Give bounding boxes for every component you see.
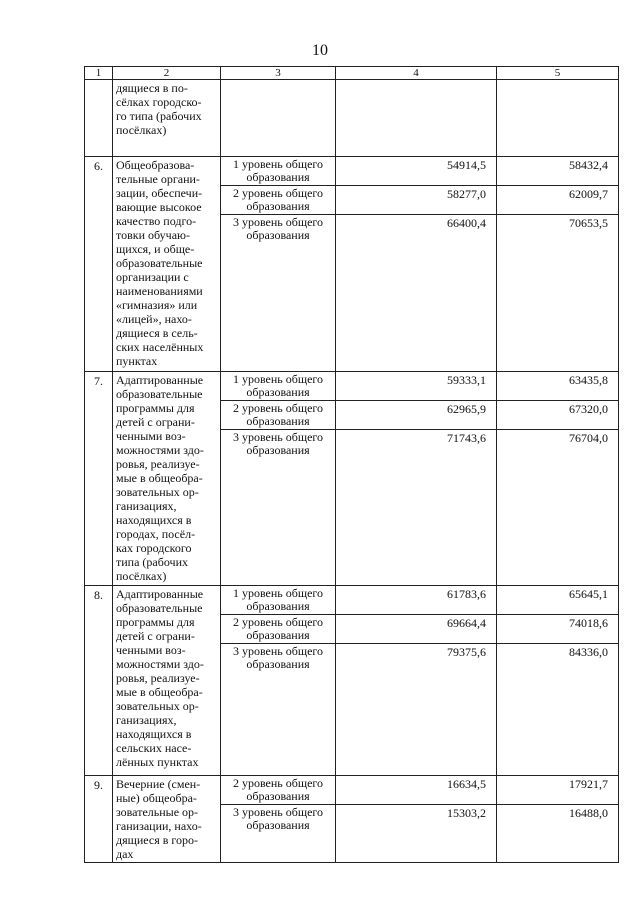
education-level xyxy=(221,401,335,430)
education-level-cell xyxy=(221,157,336,372)
education-level-line: образования xyxy=(246,414,310,428)
description-line: посёлках) xyxy=(116,569,167,583)
description-line: щихся, и обще- xyxy=(116,242,195,256)
description-line: дящиеся в горо- xyxy=(116,833,199,847)
education-level xyxy=(221,430,335,579)
funding-table xyxy=(84,66,619,863)
header-col-4: 4 xyxy=(336,67,497,80)
education-level xyxy=(221,186,335,215)
value-col-4: 54914,5 xyxy=(336,157,496,186)
education-level xyxy=(221,372,335,401)
description-line: зовательные ор- xyxy=(116,805,199,819)
description-line: ганизациях, xyxy=(116,713,177,727)
organization-description xyxy=(113,372,221,586)
description-line: ских населённых xyxy=(116,340,204,354)
description-line: Общеобразова- xyxy=(116,158,195,172)
description-line: программы для xyxy=(116,615,195,629)
education-level-line: 1 уровень общего xyxy=(232,586,324,600)
continuation-description xyxy=(113,80,221,157)
description-line: ровья, реализуе- xyxy=(116,457,200,471)
description-line: «лицей», нахо- xyxy=(116,312,192,326)
organization-description xyxy=(113,776,221,863)
description-line: посёлках) xyxy=(116,123,167,137)
value-col-4-cell xyxy=(336,372,497,586)
education-level-line: образования xyxy=(246,599,310,613)
row-number: 7. xyxy=(85,372,113,586)
description-line: ганизации, нахо- xyxy=(116,819,202,833)
row-number: 9. xyxy=(85,776,113,863)
education-level xyxy=(221,586,335,615)
description-line: дящиеся в по- xyxy=(116,81,188,95)
row-number: 6. xyxy=(85,157,113,372)
description-line: зации, обеспечи- xyxy=(116,186,203,200)
education-level-line: образования xyxy=(246,443,310,457)
education-level-line: 3 уровень общего xyxy=(232,644,324,658)
description-line: городах, посёл- xyxy=(116,527,196,541)
continuation-value-4-cell xyxy=(336,80,497,157)
description-line: находящихся в xyxy=(116,727,192,741)
description-line: товки обучаю- xyxy=(116,228,190,242)
table-row xyxy=(85,372,619,586)
education-level-line: 2 уровень общего xyxy=(232,186,324,200)
description-line: образовательные xyxy=(116,387,203,401)
value-col-4-cell xyxy=(336,157,497,372)
header-col-5: 5 xyxy=(497,67,619,80)
table-row xyxy=(85,776,619,863)
value-col-5: 16488,0 xyxy=(569,806,608,820)
description-line: «гимназия» или xyxy=(116,298,198,312)
value-col-5: 84336,0 xyxy=(569,645,608,659)
description-line: дах xyxy=(116,847,134,861)
value-col-5: 17921,7 xyxy=(497,776,618,805)
education-level-line: образования xyxy=(246,657,310,671)
value-col-5: 76704,0 xyxy=(569,431,608,445)
education-level-line: 2 уровень общего xyxy=(232,615,324,629)
description-line: зовательных ор- xyxy=(116,485,199,499)
value-col-4: 69664,4 xyxy=(336,615,496,644)
description-line: находящихся в xyxy=(116,513,192,527)
organization-description xyxy=(113,157,221,372)
education-level-line: 3 уровень общего xyxy=(232,215,324,229)
education-level-cell xyxy=(221,372,336,586)
value-col-4: 79375,6 xyxy=(447,645,486,659)
continuation-value-5-cell xyxy=(497,80,619,157)
education-level-line: образования xyxy=(246,199,310,213)
description-line: Адаптированные xyxy=(116,373,204,387)
description-line: сёлках городско- xyxy=(116,95,202,109)
value-col-4: 62965,9 xyxy=(336,401,496,430)
value-col-5: 62009,7 xyxy=(497,186,618,215)
description-line: образовательные xyxy=(116,256,203,270)
education-level-line: образования xyxy=(246,385,310,399)
education-level-line: образования xyxy=(246,789,310,803)
education-level xyxy=(221,776,335,805)
description-line: мые в общеобра- xyxy=(116,685,203,699)
table-row xyxy=(85,157,619,372)
description-line: ганизациях, xyxy=(116,499,177,513)
education-level xyxy=(221,644,335,769)
description-line: вающие высокое xyxy=(116,200,202,214)
description-line: тельные органи- xyxy=(116,172,200,186)
continuation-num-cell xyxy=(85,80,113,157)
education-level-line: 1 уровень общего xyxy=(232,372,324,386)
value-col-4: 16634,5 xyxy=(336,776,496,805)
description-line: можностями здо- xyxy=(116,657,204,671)
value-col-4: 59333,1 xyxy=(336,372,496,401)
description-line: Адаптированные xyxy=(116,587,204,601)
table-header-row xyxy=(85,67,619,80)
table-row xyxy=(85,586,619,776)
value-col-4: 15303,2 xyxy=(447,806,486,820)
education-level-line: образования xyxy=(246,228,310,242)
page-number: 10 xyxy=(312,42,328,59)
header-col-2: 2 xyxy=(113,67,221,80)
value-col-4: 58277,0 xyxy=(336,186,496,215)
continuation-level-cell xyxy=(221,80,336,157)
description-line: наименованиями xyxy=(116,284,203,298)
row-number: 8. xyxy=(85,586,113,776)
organization-description xyxy=(113,586,221,776)
description-line: мые в общеобра- xyxy=(116,471,203,485)
education-level-line: 3 уровень общего xyxy=(232,430,324,444)
description-line: можностями здо- xyxy=(116,443,204,457)
description-line: ровья, реализуе- xyxy=(116,671,200,685)
value-col-5: 67320,0 xyxy=(497,401,618,430)
value-col-4: 66400,4 xyxy=(447,216,486,230)
education-level-line: образования xyxy=(246,170,310,184)
value-col-4: 61783,6 xyxy=(336,586,496,615)
value-col-5-cell xyxy=(497,157,619,372)
education-level xyxy=(221,805,335,854)
description-line: ные) общеобра- xyxy=(116,791,197,805)
education-level-line: 2 уровень общего xyxy=(232,776,324,790)
description-line: Вечерние (смен- xyxy=(116,777,201,791)
description-line: детей с ограни- xyxy=(116,629,195,643)
value-col-5: 65645,1 xyxy=(497,586,618,615)
description-line: го типа (рабочих xyxy=(116,109,202,123)
education-level-line: образования xyxy=(246,818,310,832)
description-line: дящиеся в сель- xyxy=(116,326,198,340)
continuation-row xyxy=(85,80,619,157)
description-line: ках городского xyxy=(116,541,192,555)
value-col-5: 58432,4 xyxy=(497,157,618,186)
value-col-5: 74018,6 xyxy=(497,615,618,644)
education-level-line: 1 уровень общего xyxy=(232,157,324,171)
education-level-cell xyxy=(221,776,336,863)
value-col-4-cell xyxy=(336,776,497,863)
value-col-5-cell xyxy=(497,586,619,776)
education-level-line: 2 уровень общего xyxy=(232,401,324,415)
description-line: организации с xyxy=(116,270,189,284)
value-col-5-cell xyxy=(497,372,619,586)
description-line: качество подго- xyxy=(116,214,197,228)
value-col-5: 70653,5 xyxy=(569,216,608,230)
education-level-line: образования xyxy=(246,628,310,642)
description-line: зовательных ор- xyxy=(116,699,199,713)
value-col-5-cell xyxy=(497,776,619,863)
description-line: пунктах xyxy=(116,354,158,368)
description-line: сельских насе- xyxy=(116,741,192,755)
value-col-5: 63435,8 xyxy=(497,372,618,401)
description-line: ченными воз- xyxy=(116,429,186,443)
value-col-4: 71743,6 xyxy=(447,431,486,445)
value-col-4-cell xyxy=(336,586,497,776)
header-col-3: 3 xyxy=(221,67,336,80)
education-level xyxy=(221,157,335,186)
education-level xyxy=(221,615,335,644)
description-line: лённых пунктах xyxy=(116,755,199,769)
description-line: программы для xyxy=(116,401,195,415)
education-level xyxy=(221,215,335,364)
education-level-cell xyxy=(221,586,336,776)
description-line: типа (рабочих xyxy=(116,555,188,569)
education-level-line: 3 уровень общего xyxy=(232,805,324,819)
description-line: образовательные xyxy=(116,601,203,615)
description-line: ченными воз- xyxy=(116,643,186,657)
description-line: детей с ограни- xyxy=(116,415,195,429)
header-col-1: 1 xyxy=(85,67,113,80)
